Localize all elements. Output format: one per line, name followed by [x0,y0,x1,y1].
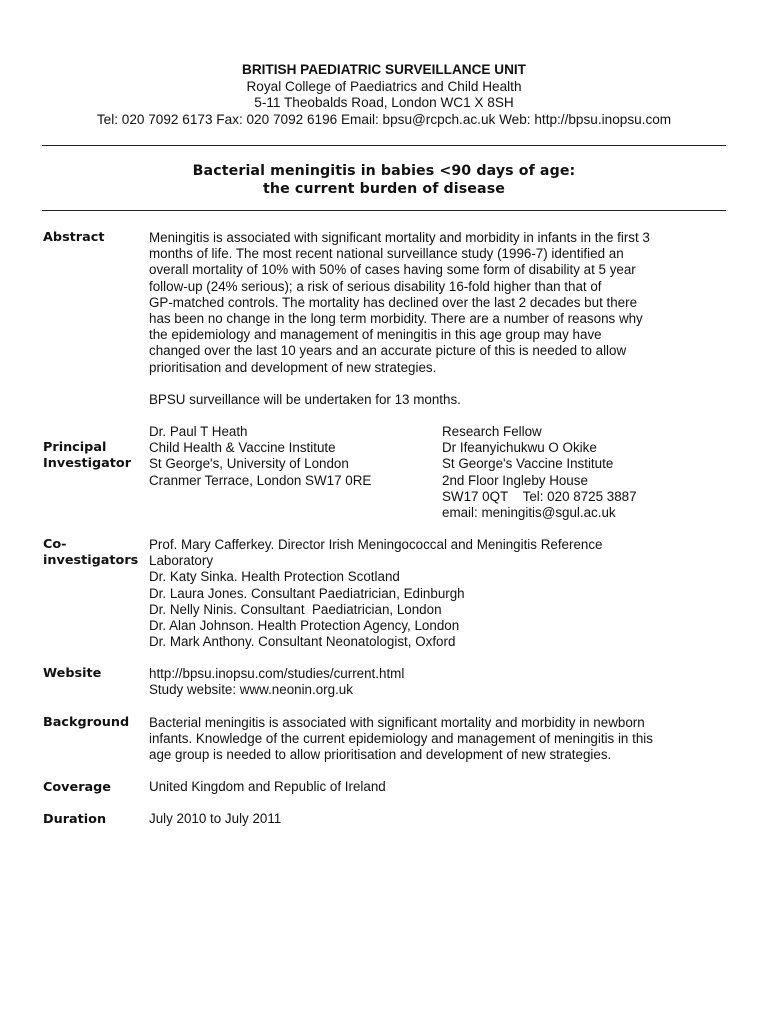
fellow-line: St George's Vaccine Institute [442,456,614,472]
organization-name: BRITISH PAEDIATRIC SURVEILLANCE UNIT [242,62,526,77]
study-title-line-2: the current burden of disease [263,181,505,197]
principal-label-line-2: Investigator [43,456,132,472]
co-investigators-list [149,537,727,650]
duration-value: July 2010 to July 2011 [149,811,282,826]
study-title [42,162,726,198]
background-line: Bacterial meningitis is associated with significant mortality and morbidity in newborn [149,715,645,730]
fellow-line: SW17 0QT Tel: 020 8725 3887 [442,488,637,504]
co-investigator-line: Dr. Laura Jones. Consultant Paediatrician, Edinburgh [149,585,465,601]
fellow-line: Dr Ifeanyichukwu O Okike [442,440,597,456]
abstract-line: months of life. The most recent national surveillance study (1996-7) identified an [149,246,624,262]
principal-left-line: St George's, University of London [149,456,349,472]
co-investigator-line: Dr. Nelly Ninis. Consultant Paediatrician, London [149,601,442,617]
abstract-line: follow-up (24% serious); a risk of serious disability 16-fold higher than that of [149,278,602,294]
website-list [149,666,727,698]
research-fellow-address [442,424,726,521]
background-line: infants. Knowledge of the current epidemiology and management of meningitis in this [149,731,653,747]
principal-label-line-1: Principal [43,440,107,455]
co-investigator-line: Laboratory [149,553,214,569]
surveillance-note: BPSU surveillance will be undertaken for 13 months. [149,392,461,407]
top-divider [42,145,726,146]
fellow-line: Research Fellow [442,424,542,439]
co-investigator-line: Dr. Alan Johnson. Health Protection Agency, London [149,618,460,634]
coverage-value: United Kingdom and Republic of Ireland [149,779,386,794]
fellow-line: 2nd Floor Ingleby House [442,472,588,488]
abstract-line: changed over the last 10 years and an accurate picture of this is needed to allow [149,343,627,359]
bottom-divider [42,210,726,211]
coverage-label: Coverage [43,780,111,795]
letterhead [42,62,726,128]
abstract-line: has been no change in the long term morbidity. There are a number of reasons why [149,311,643,327]
co-investigator-line: Dr. Mark Anthony. Consultant Neonatologist, Oxford [149,634,456,650]
abstract-label: Abstract [43,230,105,245]
abstract-line: prioritisation and development of new strategies. [149,359,437,375]
background-label: Background [43,715,130,730]
abstract-line: GP-matched controls. The mortality has declined over the last 2 decades but there [149,294,638,310]
postal-address: 5-11 Theobalds Road, London WC1 X 8SH [254,95,514,110]
study-title-line-1: Bacterial meningitis in babies <90 days of age: [192,163,576,179]
fellow-email: email: meningitis@sgul.ac.uk [442,505,616,521]
principal-investigator-label [43,440,143,472]
co-investigators-label [43,537,143,569]
background-line: age group is needed to allow prioritisation and development of new strategies. [149,747,612,763]
abstract-line: overall mortality of 10% with 50% of cases having some form of disability at 5 year [149,262,636,278]
co-investigator-line: Dr. Katy Sinka. Health Protection Scotland [149,569,400,585]
background-text [149,715,727,764]
abstract-line: Meningitis is associated with significant mortality and morbidity in infants in the first 3 [149,230,650,245]
website-label: Website [43,666,102,681]
principal-left-line: Cranmer Terrace, London SW17 0RE [149,472,372,488]
co-label-line-2: investigators [43,553,139,569]
college-name: Royal College of Paediatrics and Child Health [246,78,522,94]
contact-details: Tel: 020 7092 6173 Fax: 020 7092 6196 Email: bpsu@rcpch.ac.uk Web: http://bpsu.inopsu.com [96,111,672,127]
co-label-line-1: Co- [43,537,67,552]
duration-label: Duration [43,812,107,827]
abstract-line: the epidemiology and management of meningitis in this age group may have [149,327,602,343]
principal-investigator-address [149,424,439,489]
principal-left-line: Dr. Paul T Heath [149,424,248,439]
co-investigator-line: Prof. Mary Cafferkey. Director Irish Meningococcal and Meningitis Reference [149,537,603,552]
abstract-text [149,230,727,376]
study-url-link[interactable]: http://bpsu.inopsu.com/studies/current.html [149,666,405,681]
principal-left-line: Child Health & Vaccine Institute [149,440,336,456]
study-website-link[interactable]: Study website: www.neonin.org.uk [149,682,353,698]
